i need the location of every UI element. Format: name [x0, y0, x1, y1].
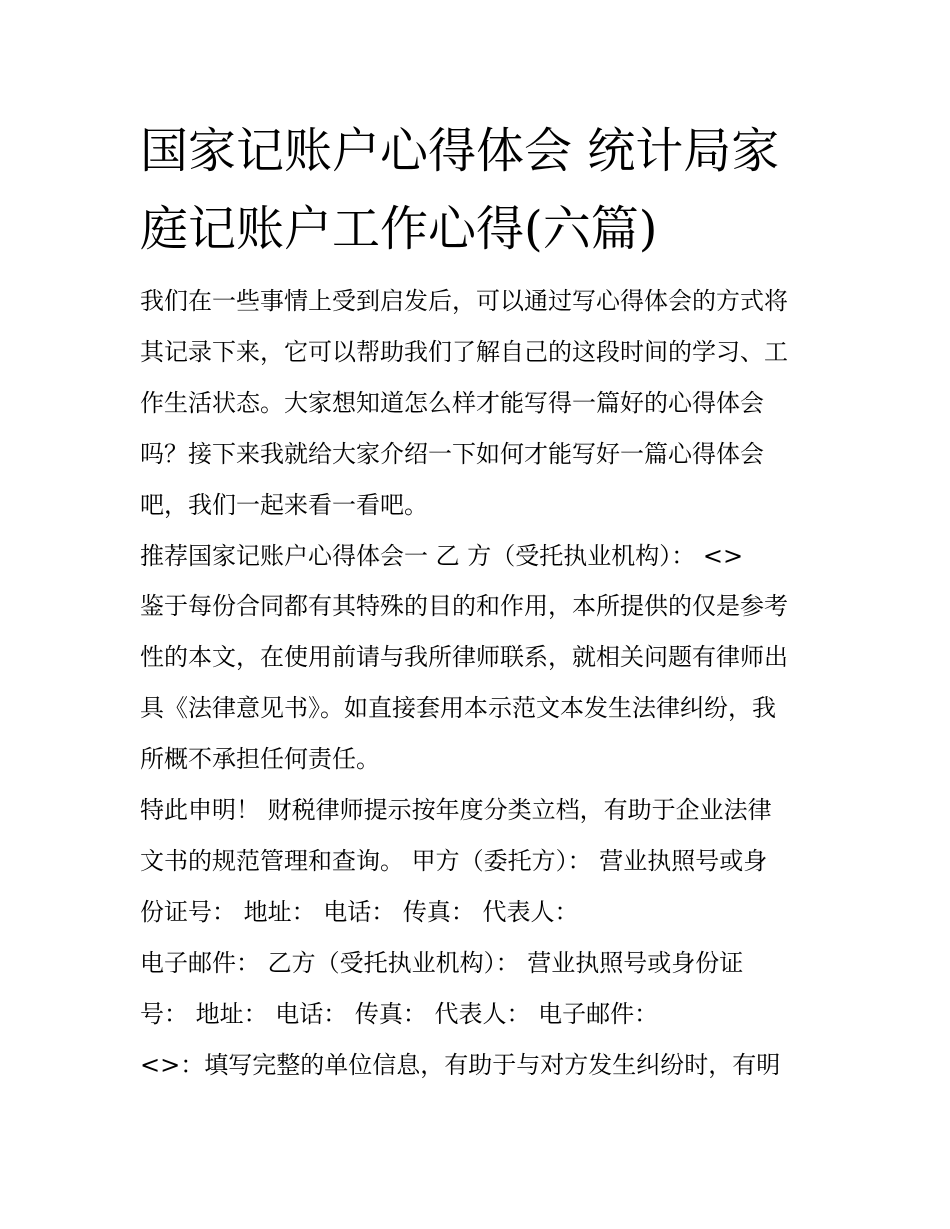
document-title: 国家记账户心得体会 统计局家 庭记账户工作心得(六篇): [140, 123, 780, 257]
document-body: 我们在一些事情上受到启发后，可以通过写心得体会的方式将 其记录下来，它可以帮助我们了解自己的这段时间的学习、工 作生活状态。大家想知道怎么样才能写得一篇好的心得体会 吗？接下来我就给大家介绍一下如何才能写好一篇心得体会 吧，我们一起来看一看吧。 推荐国家记账户心得体会一 乙 方（受托执业机构）： <> 鉴于每份合同都有其特殊的目的和作用，本所提供的仅是参考 性的本文，在使用前请与我所律师联系，就相关问题有律师出 具《法律意见书》。如直接套用本示范文本发生法律纠纷，我 所概不承担任何责任。 特此申明！ 财税律师提示按年度分类立档，有助于企业法律 文书的规范管理和查询。 甲方（委托方）： 营业执照号或身 份证号： 地址： 电话： 传真： 代表人： 电子邮件： 乙方（受托执业机构）： 营业执照号或身份证 号： 地址： 电话： 传真： 代表人： 电子邮件： <>：填写完整的单位信息，有助于与对方发生纠纷时，有明: [140, 287, 788, 1079]
